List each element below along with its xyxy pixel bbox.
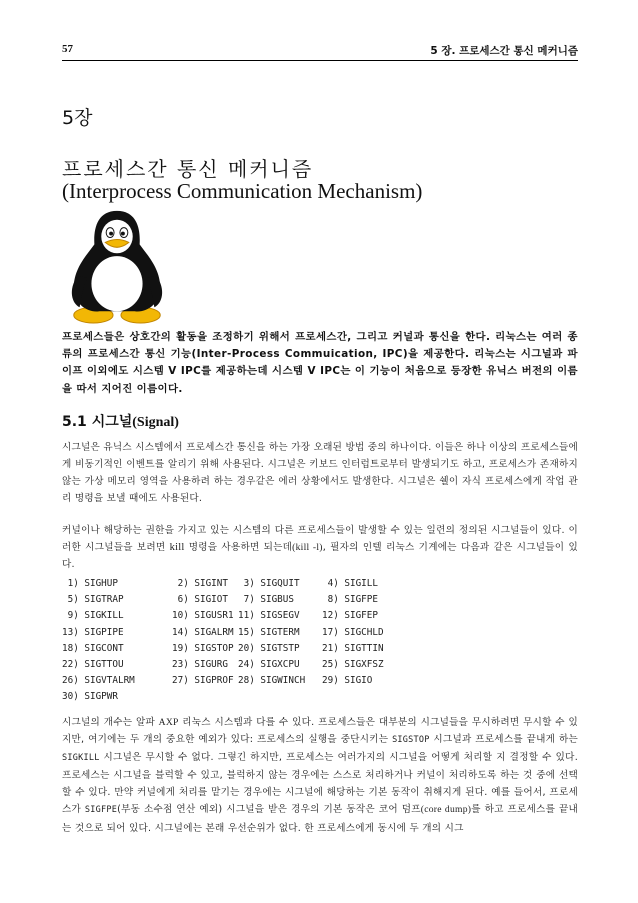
signal-entry: 28) SIGWINCH: [238, 675, 306, 687]
signal-entry: 3) SIGQUIT: [238, 578, 300, 589]
signal-entry: 18) SIGCONT: [62, 642, 124, 654]
signal-entry: 12) SIGFEP: [322, 610, 378, 622]
signal-entry: 11) SIGSEGV: [238, 610, 300, 622]
signal-entry: 30) SIGPWR: [62, 691, 118, 703]
signal-entry: 10) SIGUSR1: [172, 610, 234, 622]
signal-entry: 5) SIGTRAP: [62, 594, 124, 606]
chapter-intro: 프로세스들은 상호간의 활동을 조정하기 위해서 프로세스간, 그리고 커널과 통신을 한다. 리눅스는 여러 종류의 프로세스간 통신 기능(Inter-Process Commuication, IPC)을 제공한다. 리눅스는 시그널과 파이프 이외에도 시스템 V IPC를 제공하는데 시스템 V IPC는 이 기능이 처음으로 등장한 유닉스 버전의 이름을 따서 지어진 이름이다.: [62, 331, 578, 395]
chapter-subtitle: (Interprocess Communication Mechanism): [62, 179, 423, 203]
sigfpe-term: SIGFPE: [84, 805, 118, 816]
signal-entry: [322, 691, 402, 707]
core-dump-term: (core dump): [420, 804, 472, 816]
sigkill-term: SIGKILL: [62, 753, 100, 764]
signal-entry: 22) SIGTTOU: [62, 658, 124, 670]
signal-entry: 17) SIGCHLD: [322, 626, 384, 638]
para2-text: 명령을 사용하면 되는데: [184, 542, 293, 554]
signal-row: [62, 578, 402, 594]
body-paragraph-1: 시그널은 유닉스 시스템에서 프로세스간 통신을 하는 가장 오래된 방법 중의 하나이다. 이들은 하나 이상의 프로세스들에게 비동기적인 이벤트를 알리기 위해 사용된다. 시그널은 키보드 인터럽트로부터 발생되기도 하고, 프로세스가 존재하지 않는 가상 메모리 영역을 사용하려 하는 경우같은 에러 상황에서도 발생한다. 시그널은 쉘이 자식 프로세스에게 작업 관리 명령을 보낼 때에도 사용된다.: [62, 442, 578, 505]
body-paragraph-3: [62, 714, 578, 837]
section-heading: [62, 411, 179, 431]
signal-row: [62, 675, 402, 691]
para3-text: 시그널은 무시할 수 없다. 그렇긴 하지만, 프로세스는 여러가지의 시그널을 어떻게 처리할 지 결정할 수 있다. 프로세스는 시그널을 블럭할 수 있고, 블럭하지 않는 경우에는 스스로 처리하거나 커널이 처리하도록 하는 것 중에 선택할 수 있다. 만약 커널에게 처리를 맡기는 경우에는 시그널에 해당하는 기본 동작이 취해지게 된다. 예를 들어서, 프로세스가: [62, 752, 578, 816]
signal-entry: [172, 691, 238, 707]
signal-entry: 27) SIGPROF: [172, 675, 234, 687]
para2-text: 커널이나 해당하는 권한을 가지고 있는 시스템의 다른 프로세스들이 발생할 수 있는 일련의 정의된 시그널들이 있다. 이러한 시그널들을 보려면: [62, 525, 578, 554]
signal-entry: 2) SIGINT: [172, 578, 228, 589]
signal-entry: 13) SIGPIPE: [62, 626, 124, 638]
para3-text: 를 하고 프로세스를 끝내는 것으로 되어 있다. 시그널에는 본래 우선순위가 없다. 한 프로세스에게 동시에 두 개의 시그: [62, 804, 578, 834]
signal-entry: 20) SIGTSTP: [238, 642, 300, 654]
signal-entry: [238, 691, 322, 707]
signal-entry: 14) SIGALRM: [172, 626, 234, 638]
kill-command: kill: [169, 542, 185, 554]
body-paragraph-2: [62, 522, 578, 573]
para3-text: (부동 소수점 연산 예외) 시그널을 받은 경우의 기본 동작은 코어 덤프: [117, 804, 421, 816]
signal-entry: 19) SIGSTOP: [172, 642, 234, 654]
para3-text: 시그널의 개수는 알파: [62, 717, 159, 728]
chapter-number: 5장: [62, 107, 93, 129]
signal-row: [62, 610, 402, 626]
signal-entry: 21) SIGTTIN: [322, 642, 384, 654]
signal-entry: 29) SIGIO: [322, 675, 373, 687]
tux-penguin-icon: [58, 207, 176, 325]
axp-term: AXP: [158, 717, 179, 728]
kill-option: (kill -l): [292, 542, 323, 554]
signal-entry: 26) SIGVTALRM: [62, 675, 135, 687]
signal-entry: 9) SIGKILL: [62, 610, 124, 622]
section-title-ko: 시그널: [91, 414, 133, 430]
signal-entry: 7) SIGBUS: [238, 594, 294, 606]
para3-text: 시그널과 프로세스를 끝내게 하는: [429, 734, 578, 746]
signal-entry: 15) SIGTERM: [238, 626, 300, 638]
signal-row: [62, 643, 402, 659]
section-number: 5.1: [62, 414, 87, 430]
chapter-title: 프로세스간 통신 메커니즘: [62, 157, 314, 181]
signal-row: [62, 594, 402, 610]
header-divider: [62, 60, 578, 61]
page-number: 57: [62, 43, 73, 55]
para3-text: 리눅스 시스템과 다를 수 있다. 프로세스들은 대부분의 시그널들을 무시하려면 무시할 수 있지만, 여기에는 두 개의 중요한 예외가 있다: 프로세스의 실행을 중단시키는: [62, 717, 579, 746]
signal-row: [62, 627, 402, 643]
signal-row: [62, 691, 402, 707]
signal-entry: 24) SIGXCPU: [238, 658, 300, 670]
signal-list: [62, 578, 402, 708]
signal-entry: 8) SIGFPE: [322, 594, 378, 606]
signal-entry: 4) SIGILL: [322, 578, 378, 589]
signal-entry: 1) SIGHUP: [62, 578, 118, 589]
running-title: 5 장. 프로세스간 통신 메커니즘: [430, 45, 578, 57]
section-title-en: (Signal): [132, 415, 179, 430]
signal-entry: 25) SIGXFSZ: [322, 658, 384, 670]
page-header: [62, 40, 578, 58]
signal-row: [62, 659, 402, 675]
signal-entry: 23) SIGURG: [172, 658, 228, 670]
signal-entry: 6) SIGIOT: [172, 594, 228, 606]
sigstop-term: SIGSTOP: [392, 735, 430, 746]
para2-text: , 필자의 인텔 리눅스 기계에는 다음과 같은 시그널들이 있다.: [62, 542, 578, 571]
